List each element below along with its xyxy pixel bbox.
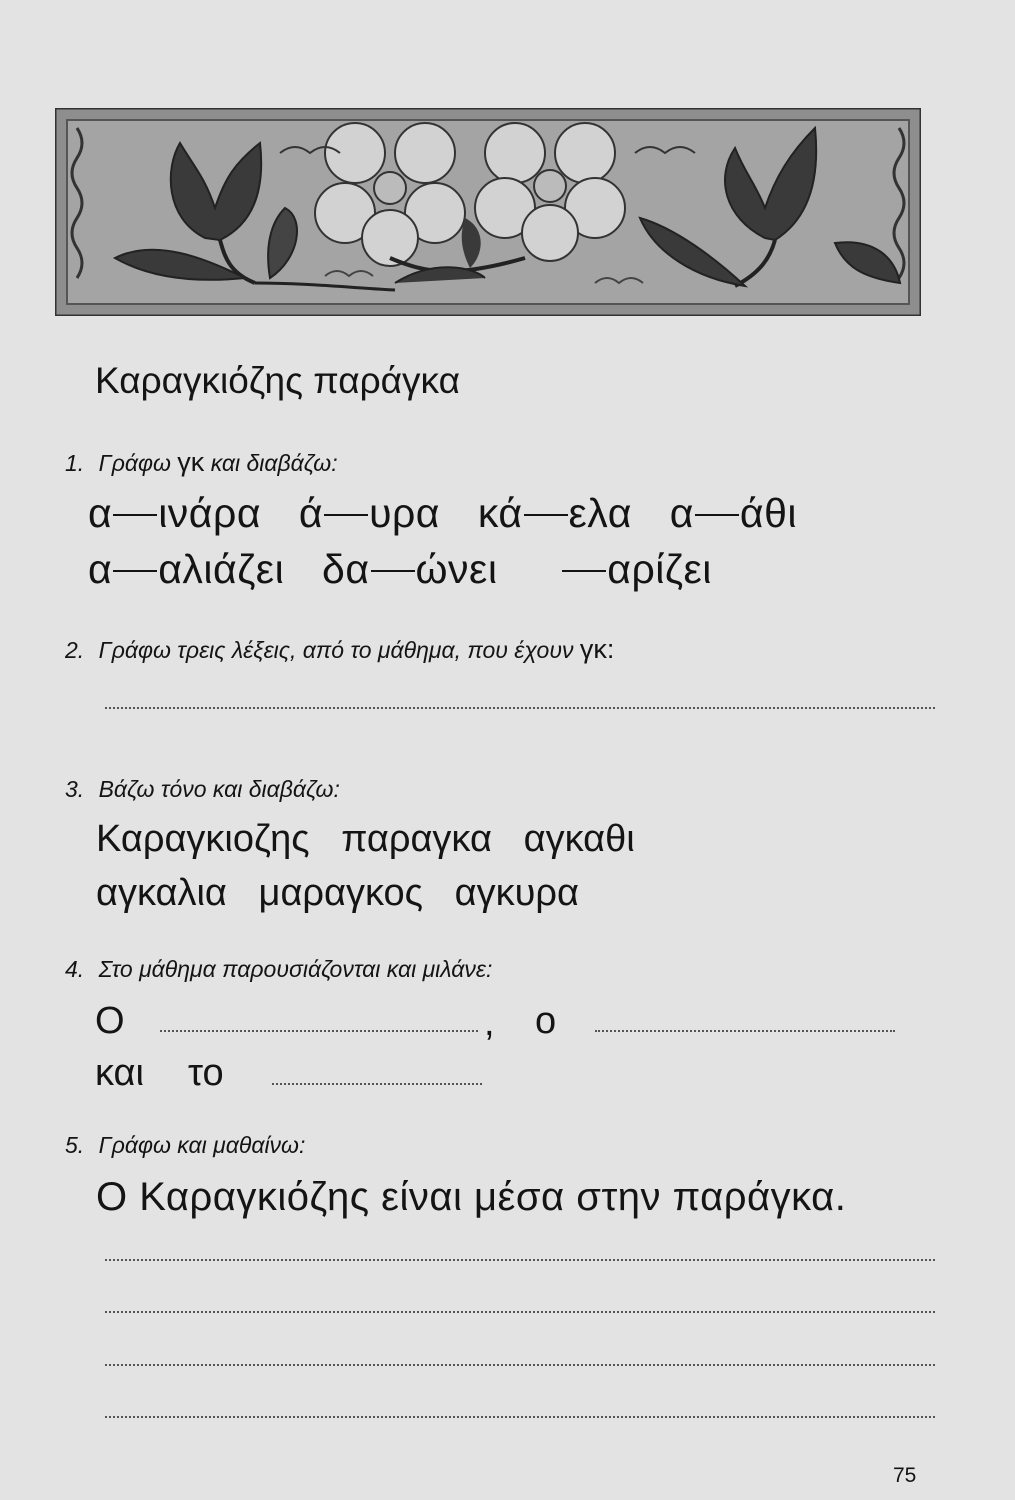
word-o-1: Ο bbox=[95, 1000, 125, 1042]
exercise-4-text: Στο μάθημα παρουσιάζονται και μιλάνε: bbox=[98, 956, 493, 982]
page-number: 75 bbox=[893, 1464, 917, 1487]
fill-word[interactable]: α αλιάζει bbox=[88, 546, 285, 592]
exercise-5-number: 5. bbox=[65, 1132, 85, 1158]
answer-line[interactable] bbox=[105, 1416, 935, 1418]
exercise-2-number: 2. bbox=[65, 637, 85, 663]
exercise-1-text-end: και διαβάζω: bbox=[210, 450, 338, 476]
exercise-1-text: Γράφω bbox=[98, 450, 171, 476]
fill-word[interactable]: α ινάρα bbox=[88, 490, 262, 536]
blank-line[interactable] bbox=[562, 570, 606, 572]
answer-line[interactable] bbox=[105, 1311, 935, 1313]
exercise-1-row-1 bbox=[88, 490, 797, 537]
exercise-2-instruction bbox=[65, 634, 614, 665]
fill-word[interactable]: κά ελα bbox=[477, 490, 632, 536]
answer-line[interactable] bbox=[595, 1030, 895, 1032]
word-to: το bbox=[188, 1052, 224, 1094]
blank-line[interactable] bbox=[695, 514, 739, 516]
answer-line[interactable] bbox=[272, 1083, 482, 1085]
answer-line[interactable] bbox=[105, 1259, 935, 1261]
exercise-2-digraph: γκ: bbox=[579, 634, 615, 664]
answer-line[interactable] bbox=[105, 1364, 935, 1366]
exercise-3-line-2: αγκαλια μαραγκος αγκυρα bbox=[96, 872, 579, 914]
blank-line[interactable] bbox=[113, 514, 157, 516]
exercise-3-number: 3. bbox=[65, 776, 85, 802]
answer-line[interactable] bbox=[160, 1030, 478, 1032]
fill-word[interactable]: αρίζει bbox=[561, 546, 712, 592]
exercise-1-instruction bbox=[65, 447, 338, 478]
exercise-5-sentence: Ο Καραγκιόζης είναι μέσα στην παράγκα. bbox=[96, 1175, 847, 1219]
exercise-1-row-2 bbox=[88, 546, 712, 593]
exercise-3-line-1: Καραγκιοζης παραγκα αγκαθι bbox=[96, 818, 635, 860]
exercise-3-text: Βάζω τόνο και διαβάζω: bbox=[98, 776, 340, 802]
lesson-title: Καραγκιόζης παράγκα bbox=[95, 360, 460, 401]
exercise-5-text: Γράφω και μαθαίνω: bbox=[98, 1132, 306, 1158]
fill-word[interactable]: ά υρα bbox=[298, 490, 441, 536]
blank-line[interactable] bbox=[324, 514, 368, 516]
exercise-3-instruction bbox=[65, 776, 340, 803]
exercise-5-instruction bbox=[65, 1132, 305, 1159]
exercise-1-digraph: γκ bbox=[177, 447, 205, 477]
blank-line[interactable] bbox=[524, 514, 568, 516]
exercise-4-number: 4. bbox=[65, 956, 85, 982]
fill-word[interactable]: α άθι bbox=[669, 490, 798, 536]
exercise-4-instruction bbox=[65, 956, 492, 983]
answer-line[interactable] bbox=[105, 707, 935, 709]
comma: , bbox=[484, 1002, 495, 1044]
decorative-flower-banner bbox=[55, 108, 921, 316]
word-kai: και bbox=[95, 1052, 144, 1094]
exercise-2-text: Γράφω τρεις λέξεις, από το μάθημα, που έχουν bbox=[98, 637, 574, 663]
fill-word[interactable]: δα ώνει bbox=[322, 546, 498, 592]
blank-line[interactable] bbox=[113, 570, 157, 572]
blank-line[interactable] bbox=[371, 570, 415, 572]
exercise-1-number: 1. bbox=[65, 450, 85, 476]
word-o-2: ο bbox=[535, 1000, 557, 1042]
